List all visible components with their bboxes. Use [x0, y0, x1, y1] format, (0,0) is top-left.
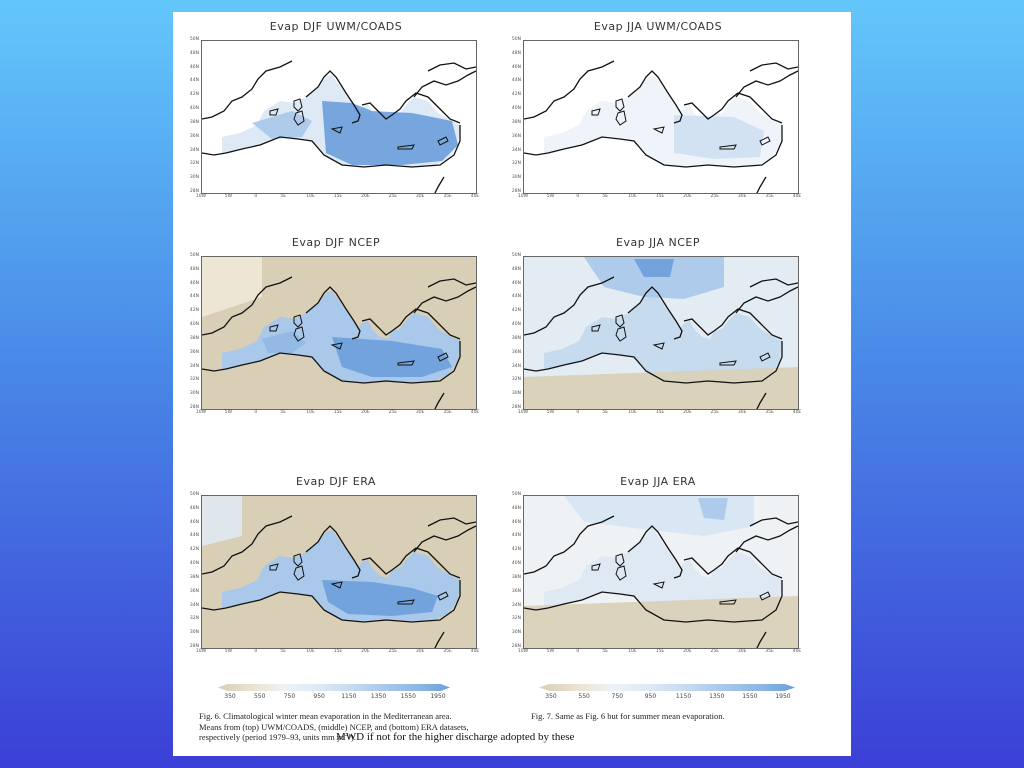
- x-tick-label: 10E: [628, 410, 637, 415]
- map-svg: [202, 496, 476, 648]
- x-tick-label: 10W: [195, 649, 207, 654]
- x-tick-label: 20E: [361, 649, 370, 654]
- y-tick-label: 32N: [189, 616, 199, 622]
- y-tick-label: 30N: [189, 630, 199, 636]
- y-tick-label: 46N: [511, 519, 521, 525]
- x-tick-label: 15E: [333, 649, 343, 654]
- x-tick-label: 0: [254, 410, 258, 415]
- y-tick-label: 32N: [189, 377, 199, 383]
- colorbar-tick-label: 1150: [341, 693, 357, 700]
- colorbar-tick-label: 1550: [742, 693, 758, 700]
- x-tick-label: 35E: [443, 194, 452, 199]
- x-tick-label: 5E: [602, 649, 609, 654]
- x-tick-label: 30E: [737, 649, 747, 654]
- colorbar-fig6: [218, 684, 450, 698]
- y-tick-label: 38N: [189, 119, 199, 125]
- panel-title: Evap JJA UWM/COADS: [593, 20, 723, 33]
- y-tick-label: 42N: [511, 547, 521, 553]
- panel-title: Evap JJA ERA: [620, 475, 696, 488]
- y-tick-label: 34N: [511, 363, 521, 369]
- y-tick-label: 34N: [511, 602, 521, 608]
- x-tick-label: 5W: [546, 194, 555, 199]
- colorbar-tick-label: 1950: [775, 693, 791, 700]
- x-tick-label: 15E: [655, 649, 665, 654]
- x-tick-label: 20E: [683, 410, 692, 415]
- x-tick-label: 5W: [546, 649, 555, 654]
- evaporation-map: [201, 495, 477, 649]
- y-tick-label: 32N: [511, 377, 521, 383]
- y-tick-label: 50N: [511, 37, 521, 42]
- panel-title: Evap DJF ERA: [296, 475, 376, 488]
- paper-page: [173, 12, 851, 756]
- y-tick-label: 36N: [511, 349, 521, 355]
- x-tick-label: 10E: [306, 649, 315, 654]
- y-tick-label: 46N: [189, 519, 199, 525]
- map-svg: [202, 41, 476, 193]
- x-tick-label: 15E: [655, 194, 665, 199]
- y-tick-label: 28N: [511, 189, 521, 194]
- y-tick-label: 32N: [511, 616, 521, 622]
- caption-fig7: Fig. 7. Same as Fig. 6 but for summer mean evaporation.: [531, 711, 725, 721]
- x-tick-label: 5W: [224, 410, 233, 415]
- colorbar-tick-label: 750: [611, 693, 624, 700]
- y-tick-label: 40N: [511, 561, 521, 567]
- y-tick-label: 28N: [189, 189, 199, 194]
- y-tick-label: 46N: [511, 280, 521, 286]
- x-tick-label: 0: [576, 649, 580, 654]
- y-tick-label: 40N: [511, 322, 521, 328]
- x-tick-label: 0: [576, 194, 580, 199]
- map-svg: [524, 496, 798, 648]
- evaporation-map: [523, 40, 799, 194]
- y-tick-label: 40N: [189, 561, 199, 567]
- x-tick-label: 20E: [361, 410, 370, 415]
- x-tick-label: 25E: [388, 649, 398, 654]
- map-panel-djf-uwm: [181, 20, 491, 205]
- map-svg: [524, 257, 798, 409]
- y-tick-label: 38N: [511, 335, 521, 341]
- x-tick-label: 25E: [710, 194, 720, 199]
- map-svg: [524, 41, 798, 193]
- y-tick-label: 42N: [511, 308, 521, 314]
- x-tick-label: 25E: [710, 410, 720, 415]
- colorbar-tick-label: 550: [253, 693, 266, 700]
- x-tick-label: 5E: [602, 194, 609, 199]
- x-tick-label: 10W: [517, 410, 529, 415]
- y-tick-label: 44N: [189, 294, 199, 300]
- y-tick-label: 42N: [511, 92, 521, 98]
- y-tick-label: 30N: [189, 175, 199, 181]
- colorbar-tick-label: 550: [578, 693, 590, 700]
- colorbar-tick-label: 350: [224, 693, 236, 700]
- map-panel-jja-ncep: [503, 236, 813, 421]
- x-tick-label: 25E: [710, 649, 720, 654]
- y-tick-label: 28N: [511, 644, 521, 649]
- x-tick-label: 30E: [737, 194, 747, 199]
- x-tick-label: 0: [576, 410, 580, 415]
- y-tick-label: 34N: [189, 147, 199, 153]
- x-tick-label: 5E: [280, 194, 287, 199]
- y-tick-label: 44N: [189, 78, 199, 84]
- colorbar-tick-label: 950: [313, 693, 325, 700]
- panel-title: Evap JJA NCEP: [616, 236, 700, 249]
- y-tick-label: 38N: [189, 574, 199, 580]
- y-tick-label: 30N: [511, 630, 521, 636]
- y-tick-label: 44N: [511, 78, 521, 84]
- x-tick-label: 35E: [443, 649, 452, 654]
- y-tick-label: 50N: [189, 253, 199, 258]
- x-tick-label: 35E: [765, 410, 774, 415]
- colorbar-tick-label: 350: [545, 693, 557, 700]
- x-tick-label: 5W: [224, 649, 233, 654]
- x-tick-label: 35E: [765, 194, 774, 199]
- x-tick-label: 30E: [415, 649, 425, 654]
- y-tick-label: 40N: [189, 106, 199, 112]
- x-tick-label: 5E: [280, 649, 287, 654]
- evaporation-map: [523, 495, 799, 649]
- x-tick-label: 10E: [628, 649, 637, 654]
- evaporation-map: [201, 256, 477, 410]
- colorbar-tick-label: 750: [283, 693, 296, 700]
- x-tick-label: 15E: [655, 410, 665, 415]
- y-tick-label: 48N: [189, 266, 199, 272]
- x-tick-label: 40E: [792, 194, 802, 199]
- y-tick-label: 28N: [189, 405, 199, 410]
- y-tick-label: 32N: [189, 161, 199, 167]
- y-tick-label: 28N: [189, 644, 199, 649]
- y-tick-label: 50N: [189, 492, 199, 497]
- x-tick-label: 10E: [628, 194, 637, 199]
- evaporation-map: [201, 40, 477, 194]
- y-tick-label: 34N: [511, 147, 521, 153]
- colorbar-fig7: [539, 684, 795, 698]
- y-tick-label: 28N: [511, 405, 521, 410]
- x-tick-label: 40E: [470, 194, 480, 199]
- x-tick-label: 25E: [388, 410, 398, 415]
- map-panel-jja-era: [503, 475, 813, 660]
- y-tick-label: 40N: [511, 106, 521, 112]
- x-tick-label: 10W: [517, 194, 529, 199]
- y-tick-label: 46N: [511, 64, 521, 70]
- x-tick-label: 35E: [443, 410, 452, 415]
- x-tick-label: 40E: [792, 649, 802, 654]
- x-tick-label: 0: [254, 194, 258, 199]
- y-tick-label: 38N: [189, 335, 199, 341]
- x-tick-label: 35E: [765, 649, 774, 654]
- y-tick-label: 48N: [189, 50, 199, 56]
- map-panel-djf-ncep: [181, 236, 491, 421]
- y-tick-label: 42N: [189, 92, 199, 98]
- colorbar-gradient: [539, 684, 795, 691]
- colorbar-tick-label: 1350: [709, 693, 725, 700]
- x-tick-label: 15E: [333, 410, 343, 415]
- x-tick-label: 15E: [333, 194, 343, 199]
- y-tick-label: 46N: [189, 64, 199, 70]
- y-tick-label: 36N: [511, 588, 521, 594]
- x-tick-label: 5E: [280, 410, 287, 415]
- body-text-line: MWD if not for the higher discharge adopted by these: [336, 731, 575, 743]
- y-tick-label: 40N: [189, 322, 199, 328]
- y-tick-label: 44N: [511, 294, 521, 300]
- y-tick-label: 48N: [189, 505, 199, 511]
- y-tick-label: 48N: [511, 50, 521, 56]
- x-tick-label: 20E: [683, 194, 692, 199]
- x-tick-label: 25E: [388, 194, 398, 199]
- map-panel-djf-era: [181, 475, 491, 660]
- y-tick-label: 34N: [189, 363, 199, 369]
- x-tick-label: 30E: [415, 194, 425, 199]
- y-tick-label: 30N: [189, 391, 199, 397]
- x-tick-label: 10W: [517, 649, 529, 654]
- panel-title: Evap DJF UWM/COADS: [269, 20, 403, 33]
- colorbar-tick-label: 1150: [675, 693, 692, 700]
- y-tick-label: 50N: [189, 37, 199, 42]
- x-tick-label: 10E: [306, 194, 315, 199]
- y-tick-label: 32N: [511, 161, 521, 167]
- evaporation-map: [523, 256, 799, 410]
- y-tick-label: 42N: [189, 547, 199, 553]
- x-tick-label: 40E: [470, 410, 480, 415]
- colorbar-tick-label: 950: [644, 693, 657, 700]
- y-tick-label: 36N: [511, 133, 521, 139]
- panel-title: Evap DJF NCEP: [291, 236, 381, 249]
- x-tick-label: 40E: [792, 410, 802, 415]
- y-tick-label: 48N: [511, 266, 521, 272]
- x-tick-label: 10W: [195, 194, 207, 199]
- map-panel-jja-uwm: [503, 20, 813, 205]
- x-tick-label: 30E: [415, 410, 425, 415]
- x-tick-label: 30E: [737, 410, 747, 415]
- x-tick-label: 5W: [546, 410, 555, 415]
- y-tick-label: 30N: [511, 391, 521, 397]
- x-tick-label: 5W: [224, 194, 233, 199]
- y-tick-label: 36N: [189, 133, 199, 139]
- y-tick-label: 38N: [511, 119, 521, 125]
- y-tick-label: 36N: [189, 588, 199, 594]
- x-tick-label: 10W: [195, 410, 207, 415]
- caption-fig6: Fig. 6. Climatological winter mean evaporation in the Mediterranean area. Means from (top) UWM/COADS, (middle) NCEP, and (bottom) ERA datasets, respectively (period 1979–93, units mm yr⁻¹).: [199, 711, 469, 742]
- x-tick-label: 40E: [470, 649, 480, 654]
- map-svg: [202, 257, 476, 409]
- y-tick-label: 48N: [511, 505, 521, 511]
- y-tick-label: 34N: [189, 602, 199, 608]
- x-tick-label: 0: [254, 649, 258, 654]
- colorbar-tick-label: 1550: [400, 693, 416, 700]
- y-tick-label: 50N: [511, 492, 521, 497]
- y-tick-label: 36N: [189, 349, 199, 355]
- y-tick-label: 50N: [511, 253, 521, 258]
- x-tick-label: 5E: [602, 410, 609, 415]
- x-tick-label: 20E: [361, 194, 370, 199]
- y-tick-label: 44N: [511, 533, 521, 539]
- colorbar-tick-label: 1350: [370, 693, 387, 700]
- y-tick-label: 30N: [511, 175, 521, 181]
- y-tick-label: 46N: [189, 280, 199, 286]
- colorbar-gradient: [218, 684, 450, 691]
- y-tick-label: 44N: [189, 533, 199, 539]
- x-tick-label: 10E: [306, 410, 315, 415]
- colorbar-tick-label: 1950: [430, 693, 446, 700]
- y-tick-label: 42N: [189, 308, 199, 314]
- y-tick-label: 38N: [511, 574, 521, 580]
- x-tick-label: 20E: [683, 649, 692, 654]
